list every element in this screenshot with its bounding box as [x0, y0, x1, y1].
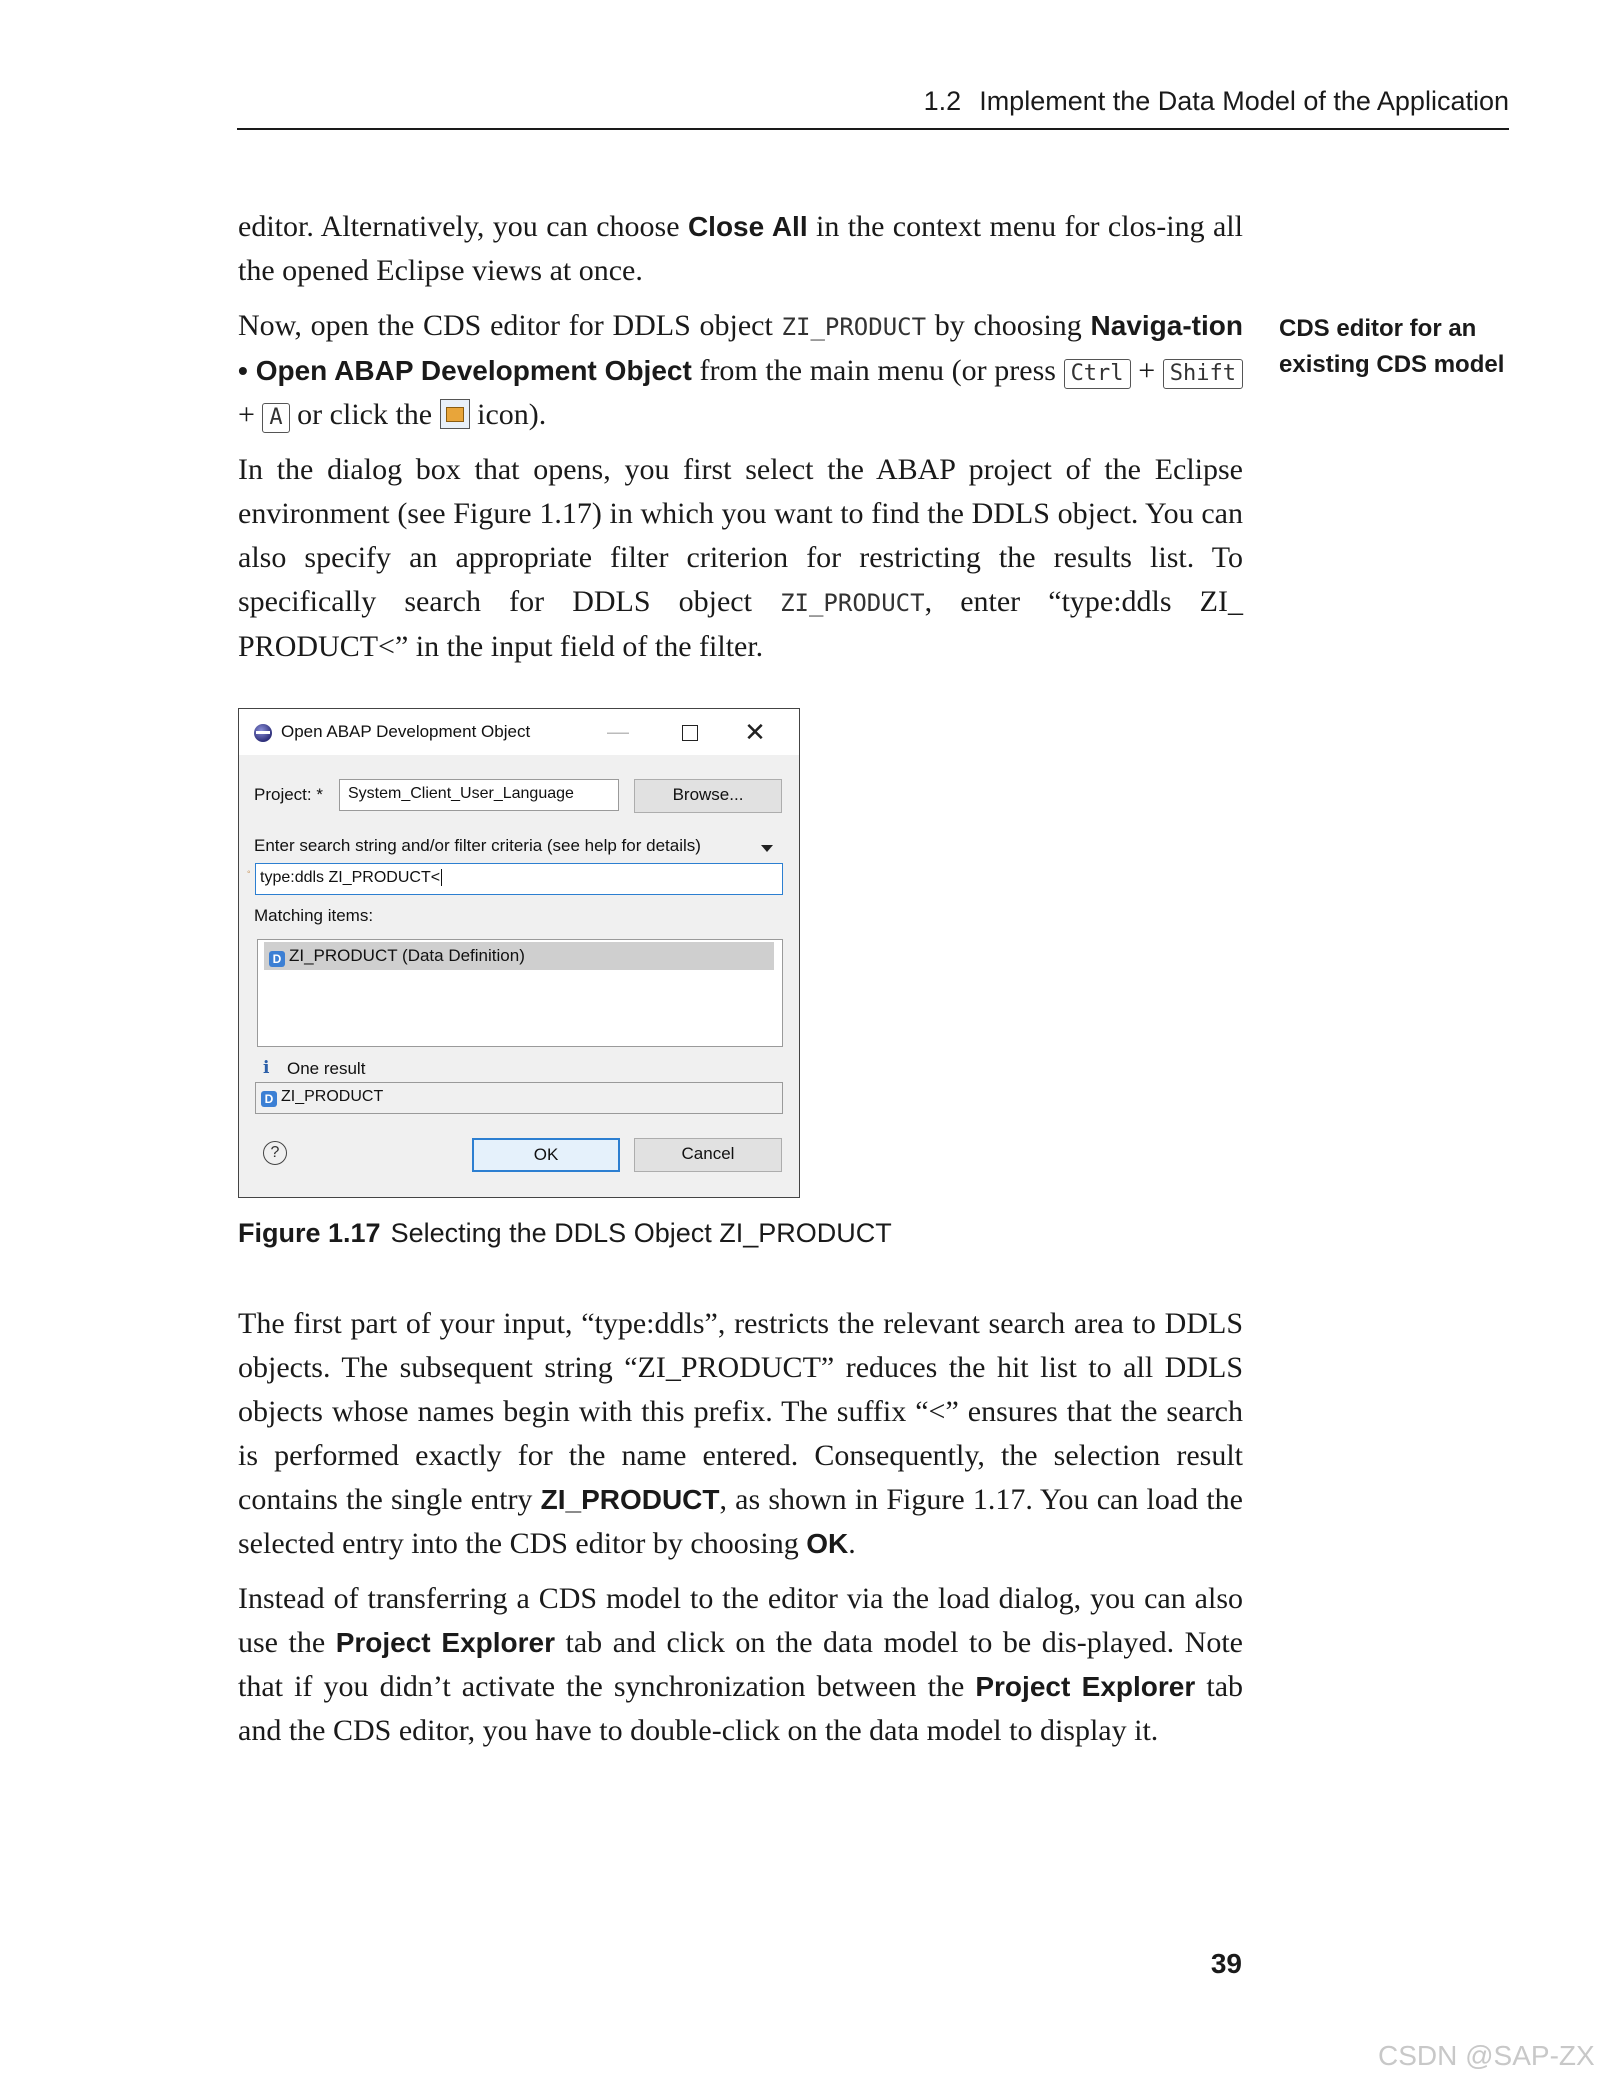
para2-bold-menu-path: Naviga-tion • Open ABAP Development Object [238, 310, 1243, 386]
paragraph-3 [238, 448, 1243, 669]
para4-text-3: . [848, 1527, 856, 1560]
dialog-title: Open ABAP Development Object [281, 722, 531, 741]
para1-text-2: in the context menu for clos-ing all the opened Eclipse views at once. [238, 210, 1243, 287]
paragraph-1 [238, 205, 1243, 293]
list-item[interactable] [264, 942, 774, 970]
data-definition-icon: D [261, 1091, 277, 1107]
dialog-title-bar [239, 709, 799, 755]
para5-bold-project-explorer-2: Project Explorer [975, 1671, 1196, 1702]
info-icon: i [263, 1058, 270, 1078]
key-ctrl: Ctrl [1064, 359, 1131, 389]
para5-text-3: tab and the CDS editor, you have to double-click on the data model to display it. [238, 1670, 1244, 1747]
para2-text-5: icon). [469, 398, 547, 431]
paragraph-5 [238, 1577, 1243, 1753]
filter-input-text: type:ddls ZI_PRODUCT< [260, 869, 441, 886]
para1-text-1: editor. Alternatively, you can choose [238, 210, 688, 243]
page-number: 39 [1210, 1948, 1242, 1979]
para2-text-4: or click the [289, 398, 440, 431]
project-label: Project: * [254, 785, 323, 804]
para5-text-1: Instead of transferring a CDS model to the editor via the load dialog, you can also use the [238, 1582, 1243, 1659]
margin-note: CDS editor for an existing CDS model [1279, 315, 1505, 378]
para2-code-zi-product: ZI_PRODUCT [781, 313, 927, 341]
para1-bold-close-all: Close All [687, 211, 808, 242]
header-section-number: 1.2 [923, 86, 962, 116]
para5-bold-project-explorer-1: Project Explorer [335, 1627, 556, 1658]
para2-text-1: Now, open the CDS editor for DDLS object [238, 309, 782, 342]
para3-text-2: , enter “type:ddls ZI_ PRODUCT<” in the input field of the filter. [238, 585, 1243, 663]
header-title: Implement the Data Model of the Application [979, 86, 1509, 116]
plus-sign-1: + [1130, 354, 1163, 387]
project-field[interactable]: System_Client_User_Language [339, 779, 619, 811]
result-count: One result [287, 1059, 366, 1078]
para5-text-2: tab and click on the data model to be dis-played. Note that if you didn’t activate the synchronization between the [238, 1626, 1243, 1703]
para2-text-2: by choosing [926, 309, 1091, 342]
maximize-icon[interactable] [675, 717, 705, 747]
match-item-label: ZI_PRODUCT (Data Definition) [289, 946, 525, 965]
caption-text: Selecting the DDLS Object ZI_PRODUCT [390, 1218, 892, 1248]
text-cursor [441, 869, 442, 886]
ok-button[interactable]: OK [472, 1138, 620, 1172]
watermark: CSDN @SAP-ZX [1378, 2040, 1595, 2071]
para3-code-zi-product: ZI_PRODUCT [780, 589, 925, 617]
key-a: A [262, 403, 289, 433]
para4-text-1: The first part of your input, “type:ddls”, restricts the relevant search area to DDLS objects. The subsequent string “ZI_PRODUCT” reduces the hit list to all DDLS objects whose names begin with this prefix. The suffix “<” ensures that the search is performed exactly for the name entered. Consequently, the selection result contains the single entry [238, 1307, 1243, 1516]
caption-label: Figure 1.17 [238, 1218, 381, 1248]
matching-items-label: Matching items: [254, 906, 374, 925]
selected-item-label: ZI_PRODUCT [281, 1088, 384, 1105]
content-assist-marker-icon: ◦ [247, 867, 251, 878]
open-object-icon [440, 399, 470, 429]
running-header [237, 78, 1509, 130]
eclipse-logo-icon [254, 724, 272, 742]
matching-items-list[interactable] [257, 939, 783, 1047]
minimize-icon[interactable]: — [607, 719, 629, 744]
filter-input[interactable] [255, 863, 783, 895]
browse-button[interactable]: Browse... [634, 779, 782, 813]
paragraph-2 [238, 304, 1243, 437]
para2-text-3: from the main menu (or press [691, 354, 1064, 387]
para4-bold-zi-product: ZI_PRODUCT [540, 1484, 720, 1515]
data-definition-icon: D [269, 951, 285, 967]
para4-bold-ok: OK [806, 1528, 849, 1559]
filter-label: Enter search string and/or filter criteria (see help for details) [254, 836, 701, 855]
key-shift: Shift [1163, 359, 1243, 389]
plus-sign-2: + [238, 398, 263, 431]
para4-text-2: , as shown in Figure 1.17. You can load the selected entry into the CDS editor by choosing [238, 1483, 1243, 1560]
body-text-upper [238, 205, 1243, 680]
cancel-button[interactable]: Cancel [634, 1138, 782, 1172]
paragraph-4 [238, 1302, 1243, 1566]
close-icon[interactable]: ✕ [744, 717, 766, 747]
figure-caption [238, 1218, 892, 1249]
history-dropdown-icon[interactable] [761, 845, 773, 852]
body-text-lower [238, 1302, 1243, 1764]
para3-text-1: In the dialog box that opens, you first select the ABAP project of the Eclipse environment (see Figure 1.17) in which you want to find the DDLS object. You can also specify an appropriate filter criterion for restricting the results list. To specifically search for DDLS object [238, 453, 1243, 618]
help-icon[interactable]: ? [263, 1141, 287, 1165]
open-abap-object-dialog [238, 708, 800, 1198]
selected-item-field [255, 1082, 783, 1114]
